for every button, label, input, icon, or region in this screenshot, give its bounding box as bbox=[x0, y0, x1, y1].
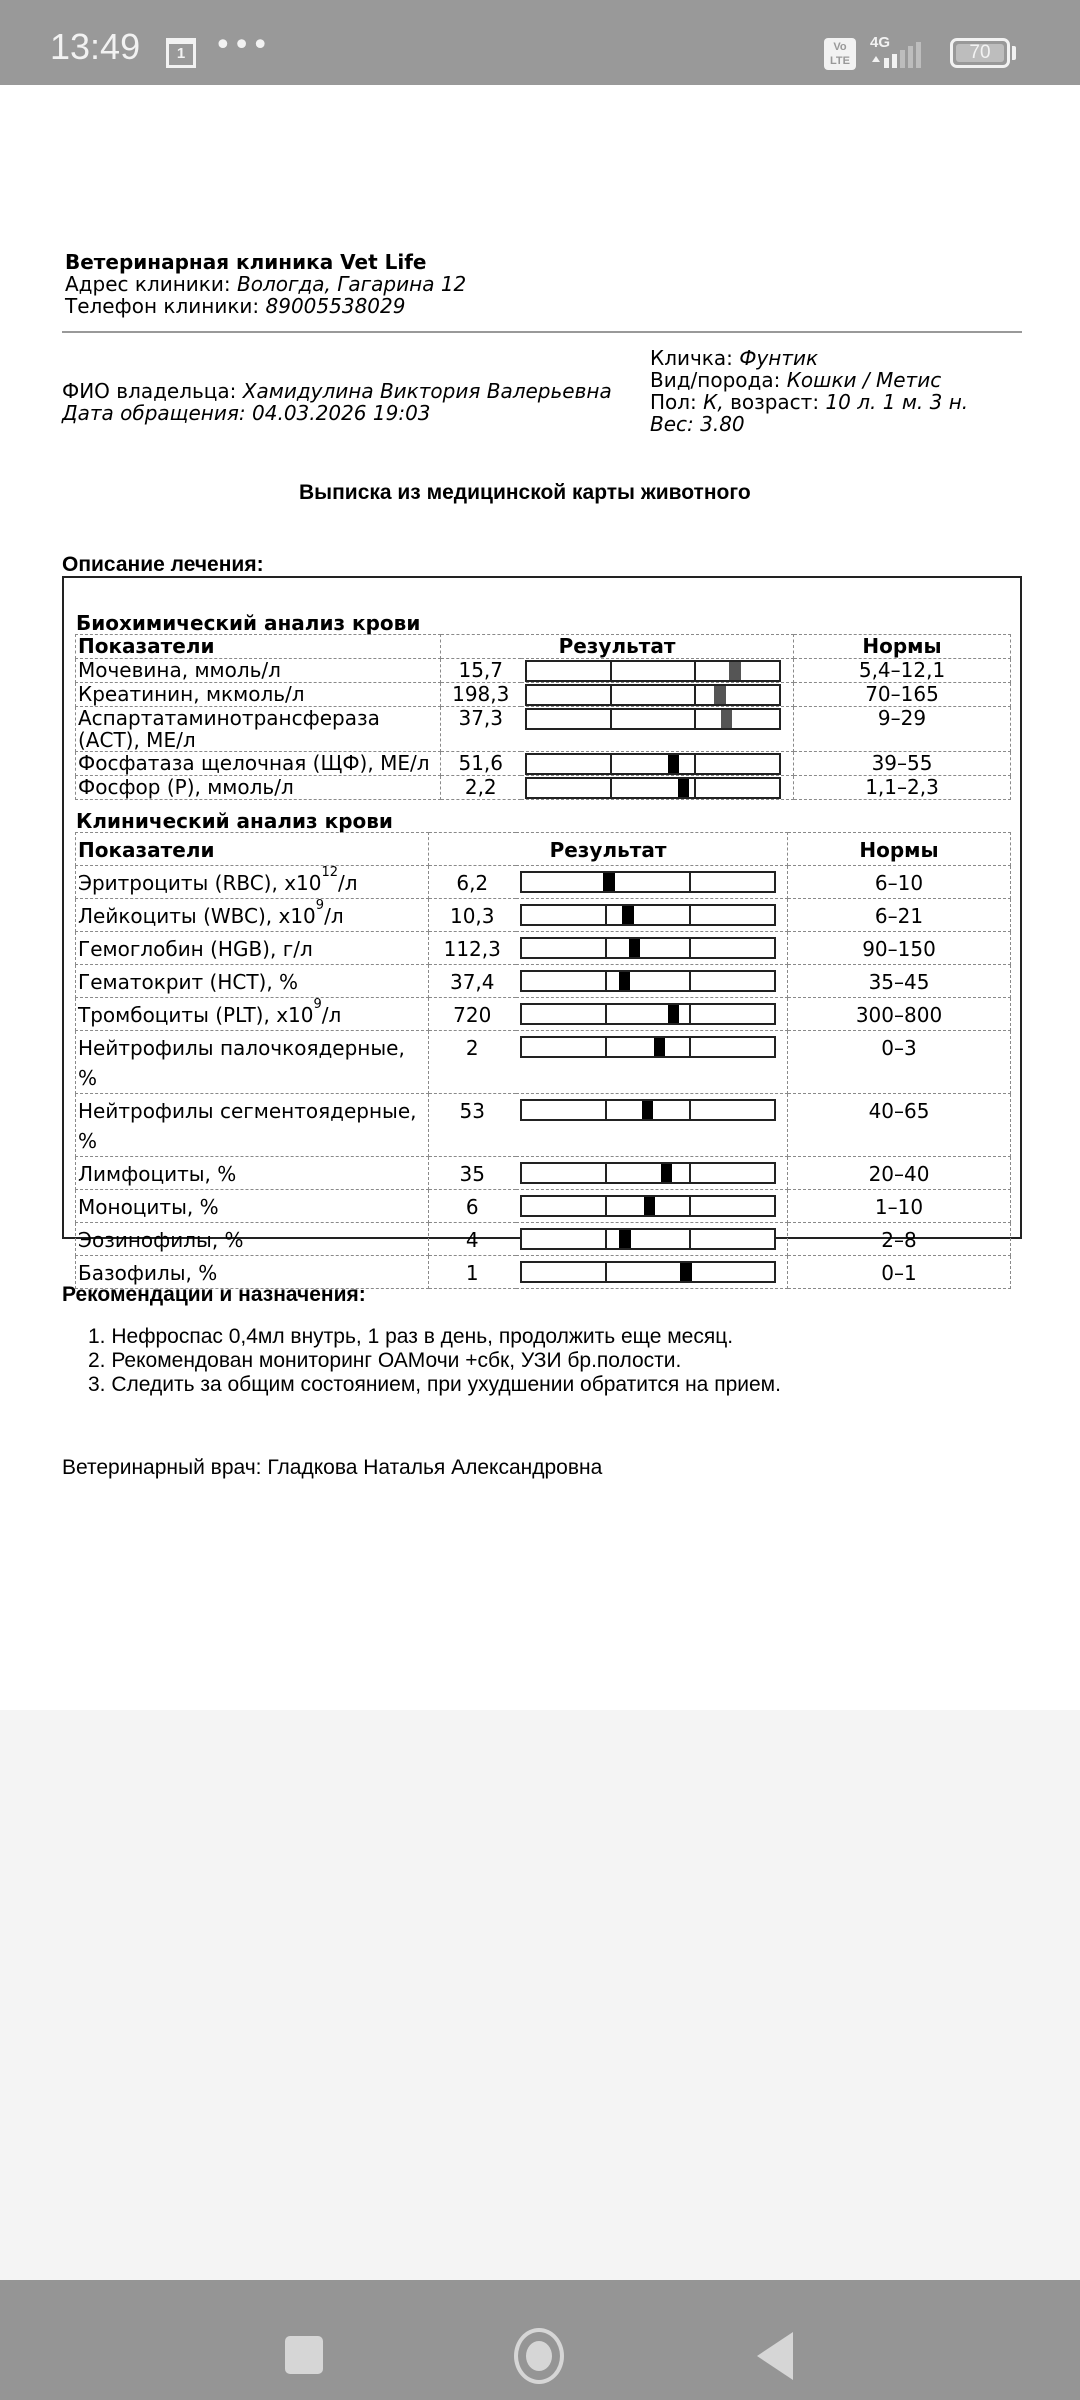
indicator-label: Фосфатаза щелочная (ЩФ), МЕ/л bbox=[78, 751, 430, 775]
result-value: 2 bbox=[429, 1031, 516, 1094]
result-range-bar bbox=[525, 660, 781, 682]
indicator-name bbox=[76, 752, 441, 776]
norm-range: 39–55 bbox=[794, 752, 1011, 776]
patient-sex-value: К, bbox=[703, 390, 724, 414]
range-divider bbox=[605, 939, 607, 957]
result-value: 51,6 bbox=[441, 752, 521, 776]
clinical-header-row bbox=[76, 833, 1011, 866]
table-row bbox=[76, 998, 1011, 1031]
unit-suffix: /л bbox=[324, 904, 344, 928]
patient-age-label: возраст: bbox=[723, 390, 826, 414]
document-title: Выписка из медицинской карты животного bbox=[299, 481, 751, 504]
clinic-phone-label: Телефон клиники: bbox=[65, 294, 266, 318]
table-row bbox=[76, 932, 1011, 965]
doctor-signature: Ветеринарный врач: Гладкова Наталья Александровна bbox=[62, 1456, 603, 1479]
result-bar-cell bbox=[516, 1223, 788, 1256]
range-divider bbox=[605, 1230, 607, 1248]
patient-breed-value: Кошки / Метис bbox=[786, 368, 942, 392]
header-norm: Нормы bbox=[794, 635, 1011, 659]
range-divider bbox=[689, 1197, 691, 1215]
patient-nickname-label: Кличка: bbox=[650, 346, 740, 370]
indicator-label: Эозинофилы, % bbox=[78, 1228, 244, 1252]
norm-range: 40–65 bbox=[788, 1094, 1011, 1157]
result-value: 10,3 bbox=[429, 899, 516, 932]
table-row bbox=[76, 1190, 1011, 1223]
range-divider bbox=[610, 710, 612, 728]
indicator-label: Тромбоциты (PLT), x10 bbox=[78, 1003, 314, 1027]
treatment-heading: Описание лечения: bbox=[62, 553, 264, 576]
result-range-bar bbox=[520, 871, 776, 893]
indicator-label: Аспартатаминотрансфераза (АСТ), МЕ/л bbox=[78, 706, 380, 752]
indicator-name bbox=[76, 998, 429, 1031]
patient-breed bbox=[650, 369, 941, 391]
status-bar bbox=[0, 0, 1080, 85]
battery-icon bbox=[950, 38, 1010, 68]
result-value: 37,4 bbox=[429, 965, 516, 998]
header-indicator: Показатели bbox=[76, 833, 429, 866]
indicator-name bbox=[76, 707, 441, 752]
result-bar-cell bbox=[516, 899, 788, 932]
result-range-bar bbox=[520, 1003, 776, 1025]
range-divider bbox=[694, 662, 696, 680]
unit-suffix: /л bbox=[338, 871, 358, 895]
table-row bbox=[76, 899, 1011, 932]
biochem-table bbox=[75, 634, 1011, 800]
range-divider bbox=[610, 755, 612, 773]
header-norm: Нормы bbox=[788, 833, 1011, 866]
result-range-bar bbox=[520, 1036, 776, 1058]
range-divider bbox=[689, 1230, 691, 1248]
range-divider bbox=[694, 710, 696, 728]
range-divider bbox=[605, 1005, 607, 1023]
indicator-label: Фосфор (P), ммоль/л bbox=[78, 775, 294, 799]
range-divider bbox=[694, 755, 696, 773]
norm-range: 20–40 bbox=[788, 1157, 1011, 1190]
battery-tip bbox=[1012, 46, 1016, 60]
battery-level: 70 bbox=[956, 44, 1004, 62]
indicator-label: Мочевина, ммоль/л bbox=[78, 658, 281, 682]
signal-strength-icon bbox=[870, 40, 936, 70]
biochem-title: Биохимический анализ крови bbox=[76, 611, 421, 635]
result-bar-cell bbox=[516, 1094, 788, 1157]
result-marker bbox=[680, 1263, 691, 1281]
norm-range: 1,1–2,3 bbox=[794, 776, 1011, 800]
clinic-address bbox=[65, 273, 466, 295]
table-row bbox=[76, 683, 1011, 707]
indicator-name bbox=[76, 1031, 429, 1094]
range-divider bbox=[605, 906, 607, 924]
result-marker bbox=[603, 873, 614, 891]
result-bar-cell bbox=[521, 776, 794, 800]
result-bar-cell bbox=[516, 1157, 788, 1190]
back-button[interactable] bbox=[757, 2332, 793, 2380]
table-row bbox=[76, 1094, 1011, 1157]
result-marker bbox=[668, 1005, 679, 1023]
table-row bbox=[76, 752, 1011, 776]
table-row bbox=[76, 1223, 1011, 1256]
owner-name-value: Хамидулина Виктория Валерьевна bbox=[242, 379, 612, 403]
norm-range: 0–1 bbox=[788, 1256, 1011, 1289]
result-range-bar bbox=[520, 1261, 776, 1283]
result-value: 2,2 bbox=[441, 776, 521, 800]
patient-breed-label: Вид/порода: bbox=[650, 368, 787, 392]
header-result: Результат bbox=[441, 635, 794, 659]
result-value: 6,2 bbox=[429, 866, 516, 899]
result-marker bbox=[678, 779, 689, 797]
indicator-name bbox=[76, 1094, 429, 1157]
unit-exponent: 9 bbox=[313, 997, 322, 1012]
result-marker bbox=[619, 1230, 630, 1248]
unit-suffix: /л bbox=[321, 1003, 342, 1027]
range-divider bbox=[605, 1101, 607, 1119]
volte-icon: Vo LTE bbox=[824, 38, 856, 70]
result-bar-cell bbox=[516, 1256, 788, 1289]
biochem-header-row bbox=[76, 635, 1011, 659]
indicator-name bbox=[76, 932, 429, 965]
owner-name bbox=[62, 380, 612, 402]
calendar-notification-icon: 1 bbox=[166, 38, 196, 68]
header-indicator: Показатели bbox=[76, 635, 441, 659]
clinic-phone-value[interactable]: 89005538029 bbox=[265, 294, 406, 318]
range-divider bbox=[605, 972, 607, 990]
indicator-name bbox=[76, 965, 429, 998]
clinic-address-value: Вологда, Гагарина 12 bbox=[236, 272, 467, 296]
result-range-bar bbox=[520, 1195, 776, 1217]
result-value: 198,3 bbox=[441, 683, 521, 707]
visit-date: Дата обращения: 04.03.2026 19:03 bbox=[62, 401, 431, 425]
header-divider bbox=[62, 331, 1022, 333]
result-marker bbox=[619, 972, 630, 990]
table-row bbox=[76, 707, 1011, 752]
range-divider bbox=[610, 686, 612, 704]
range-divider bbox=[689, 906, 691, 924]
recommendation-item: 3. Следить за общим состоянием, при ухудшении обратится на прием. bbox=[88, 1373, 781, 1396]
result-bar-cell bbox=[521, 752, 794, 776]
result-range-bar bbox=[520, 1228, 776, 1250]
norm-range: 5,4–12,1 bbox=[794, 659, 1011, 683]
result-range-bar bbox=[520, 970, 776, 992]
indicator-label: Нейтрофилы сегментоядерные, % bbox=[78, 1099, 417, 1153]
result-bar-cell bbox=[521, 707, 794, 752]
unit-exponent: 12 bbox=[321, 865, 339, 880]
indicator-label: Креатинин, мкмоль/л bbox=[78, 682, 305, 706]
result-marker bbox=[654, 1038, 665, 1056]
norm-range: 1–10 bbox=[788, 1190, 1011, 1223]
result-bar-cell bbox=[516, 1031, 788, 1094]
indicator-name bbox=[76, 659, 441, 683]
clinic-phone bbox=[65, 295, 405, 317]
result-bar-cell bbox=[521, 683, 794, 707]
range-divider bbox=[689, 873, 691, 891]
result-value: 53 bbox=[429, 1094, 516, 1157]
clinical-title: Клинический анализ крови bbox=[76, 809, 393, 833]
result-bar-cell bbox=[516, 1190, 788, 1223]
result-value: 1 bbox=[429, 1256, 516, 1289]
patient-sex-age bbox=[650, 391, 968, 413]
result-value: 720 bbox=[429, 998, 516, 1031]
range-divider bbox=[694, 779, 696, 797]
indicator-name bbox=[76, 776, 441, 800]
indicator-name bbox=[76, 1190, 429, 1223]
result-marker bbox=[729, 662, 740, 680]
indicator-label: Лимфоциты, % bbox=[78, 1162, 237, 1186]
result-range-bar bbox=[520, 1162, 776, 1184]
range-divider bbox=[689, 1005, 691, 1023]
more-notifications-icon: ••• bbox=[214, 28, 271, 63]
result-marker bbox=[622, 906, 633, 924]
unit-exponent: 9 bbox=[315, 898, 325, 913]
result-bar-cell bbox=[521, 659, 794, 683]
result-value: 112,3 bbox=[429, 932, 516, 965]
norm-range: 9–29 bbox=[794, 707, 1011, 752]
indicator-name bbox=[76, 1157, 429, 1190]
result-marker bbox=[629, 939, 640, 957]
indicator-name bbox=[76, 866, 429, 899]
result-range-bar bbox=[520, 937, 776, 959]
indicator-label: Базофилы, % bbox=[78, 1261, 218, 1285]
range-divider bbox=[610, 779, 612, 797]
patient-weight: Вес: 3.80 bbox=[650, 412, 745, 436]
result-range-bar bbox=[525, 753, 781, 775]
indicator-label: Гематокрит (HCT), % bbox=[78, 970, 299, 994]
result-value: 4 bbox=[429, 1223, 516, 1256]
recommendation-item: 1. Нефроспас 0,4мл внутрь, 1 раз в день, продолжить еще месяц. bbox=[88, 1325, 734, 1348]
indicator-label: Лейкоциты (WBC), x10 bbox=[78, 904, 316, 928]
recommendations-list bbox=[88, 1325, 781, 1397]
network-type-label: 4G bbox=[870, 34, 891, 51]
range-divider bbox=[610, 662, 612, 680]
owner-name-label: ФИО владельца: bbox=[62, 379, 243, 403]
patient-nickname-value: Фунтик bbox=[739, 346, 819, 370]
range-divider bbox=[689, 972, 691, 990]
result-bar-cell bbox=[516, 932, 788, 965]
indicator-label: Нейтрофилы палочкоядерные, % bbox=[78, 1036, 405, 1090]
norm-range: 300–800 bbox=[788, 998, 1011, 1031]
indicator-name bbox=[76, 1223, 429, 1256]
result-range-bar bbox=[525, 684, 781, 706]
result-marker bbox=[721, 710, 732, 728]
table-row bbox=[76, 776, 1011, 800]
indicator-label: Моноциты, % bbox=[78, 1195, 219, 1219]
norm-range: 90–150 bbox=[788, 932, 1011, 965]
result-value: 6 bbox=[429, 1190, 516, 1223]
indicator-label: Эритроциты (RBC), x10 bbox=[78, 871, 322, 895]
result-marker bbox=[644, 1197, 655, 1215]
table-row bbox=[76, 1157, 1011, 1190]
range-divider bbox=[689, 1038, 691, 1056]
result-marker bbox=[661, 1164, 672, 1182]
result-marker bbox=[642, 1101, 653, 1119]
result-bar-cell bbox=[516, 866, 788, 899]
indicator-name bbox=[76, 683, 441, 707]
document-page bbox=[0, 85, 1080, 1710]
table-row bbox=[76, 866, 1011, 899]
result-value: 37,3 bbox=[441, 707, 521, 752]
clinical-table bbox=[75, 832, 1011, 1289]
result-range-bar bbox=[520, 1099, 776, 1121]
patient-sex-label: Пол: bbox=[650, 390, 704, 414]
norm-range: 2–8 bbox=[788, 1223, 1011, 1256]
range-divider bbox=[694, 686, 696, 704]
norm-range: 0–3 bbox=[788, 1031, 1011, 1094]
home-icon bbox=[526, 2341, 552, 2371]
result-marker bbox=[668, 755, 679, 773]
norm-range: 6–10 bbox=[788, 866, 1011, 899]
clinic-address-label: Адрес клиники: bbox=[65, 272, 237, 296]
result-bar-cell bbox=[516, 998, 788, 1031]
result-value: 35 bbox=[429, 1157, 516, 1190]
patient-age-value: 10 л. 1 м. 3 н. bbox=[825, 390, 969, 414]
indicator-label: Гемоглобин (HGB), г/л bbox=[78, 937, 313, 961]
range-divider bbox=[689, 1101, 691, 1119]
clock: 13:49 bbox=[50, 26, 141, 67]
recents-button[interactable] bbox=[285, 2336, 323, 2374]
range-divider bbox=[605, 1038, 607, 1056]
norm-range: 35–45 bbox=[788, 965, 1011, 998]
range-divider bbox=[605, 1263, 607, 1281]
norm-range: 70–165 bbox=[794, 683, 1011, 707]
result-value: 15,7 bbox=[441, 659, 521, 683]
range-divider bbox=[605, 1197, 607, 1215]
patient-nickname bbox=[650, 347, 818, 369]
table-row bbox=[76, 1031, 1011, 1094]
range-divider bbox=[689, 939, 691, 957]
result-bar-cell bbox=[516, 965, 788, 998]
table-row bbox=[76, 659, 1011, 683]
result-range-bar bbox=[525, 777, 781, 799]
range-divider bbox=[605, 1164, 607, 1182]
result-range-bar bbox=[520, 904, 776, 926]
table-row bbox=[76, 965, 1011, 998]
header-result: Результат bbox=[429, 833, 788, 866]
result-marker bbox=[714, 686, 725, 704]
indicator-name bbox=[76, 899, 429, 932]
recommendations-heading: Рекомендации и назначения: bbox=[62, 1283, 366, 1306]
norm-range: 6–21 bbox=[788, 899, 1011, 932]
home-button[interactable] bbox=[514, 2328, 564, 2384]
recommendation-item: 2. Рекомендован мониторинг ОАМочи +сбк, УЗИ бр.полости. bbox=[88, 1349, 682, 1372]
result-range-bar bbox=[525, 708, 781, 730]
range-divider bbox=[689, 1164, 691, 1182]
clinic-name: Ветеринарная клиника Vet Life bbox=[65, 250, 427, 274]
